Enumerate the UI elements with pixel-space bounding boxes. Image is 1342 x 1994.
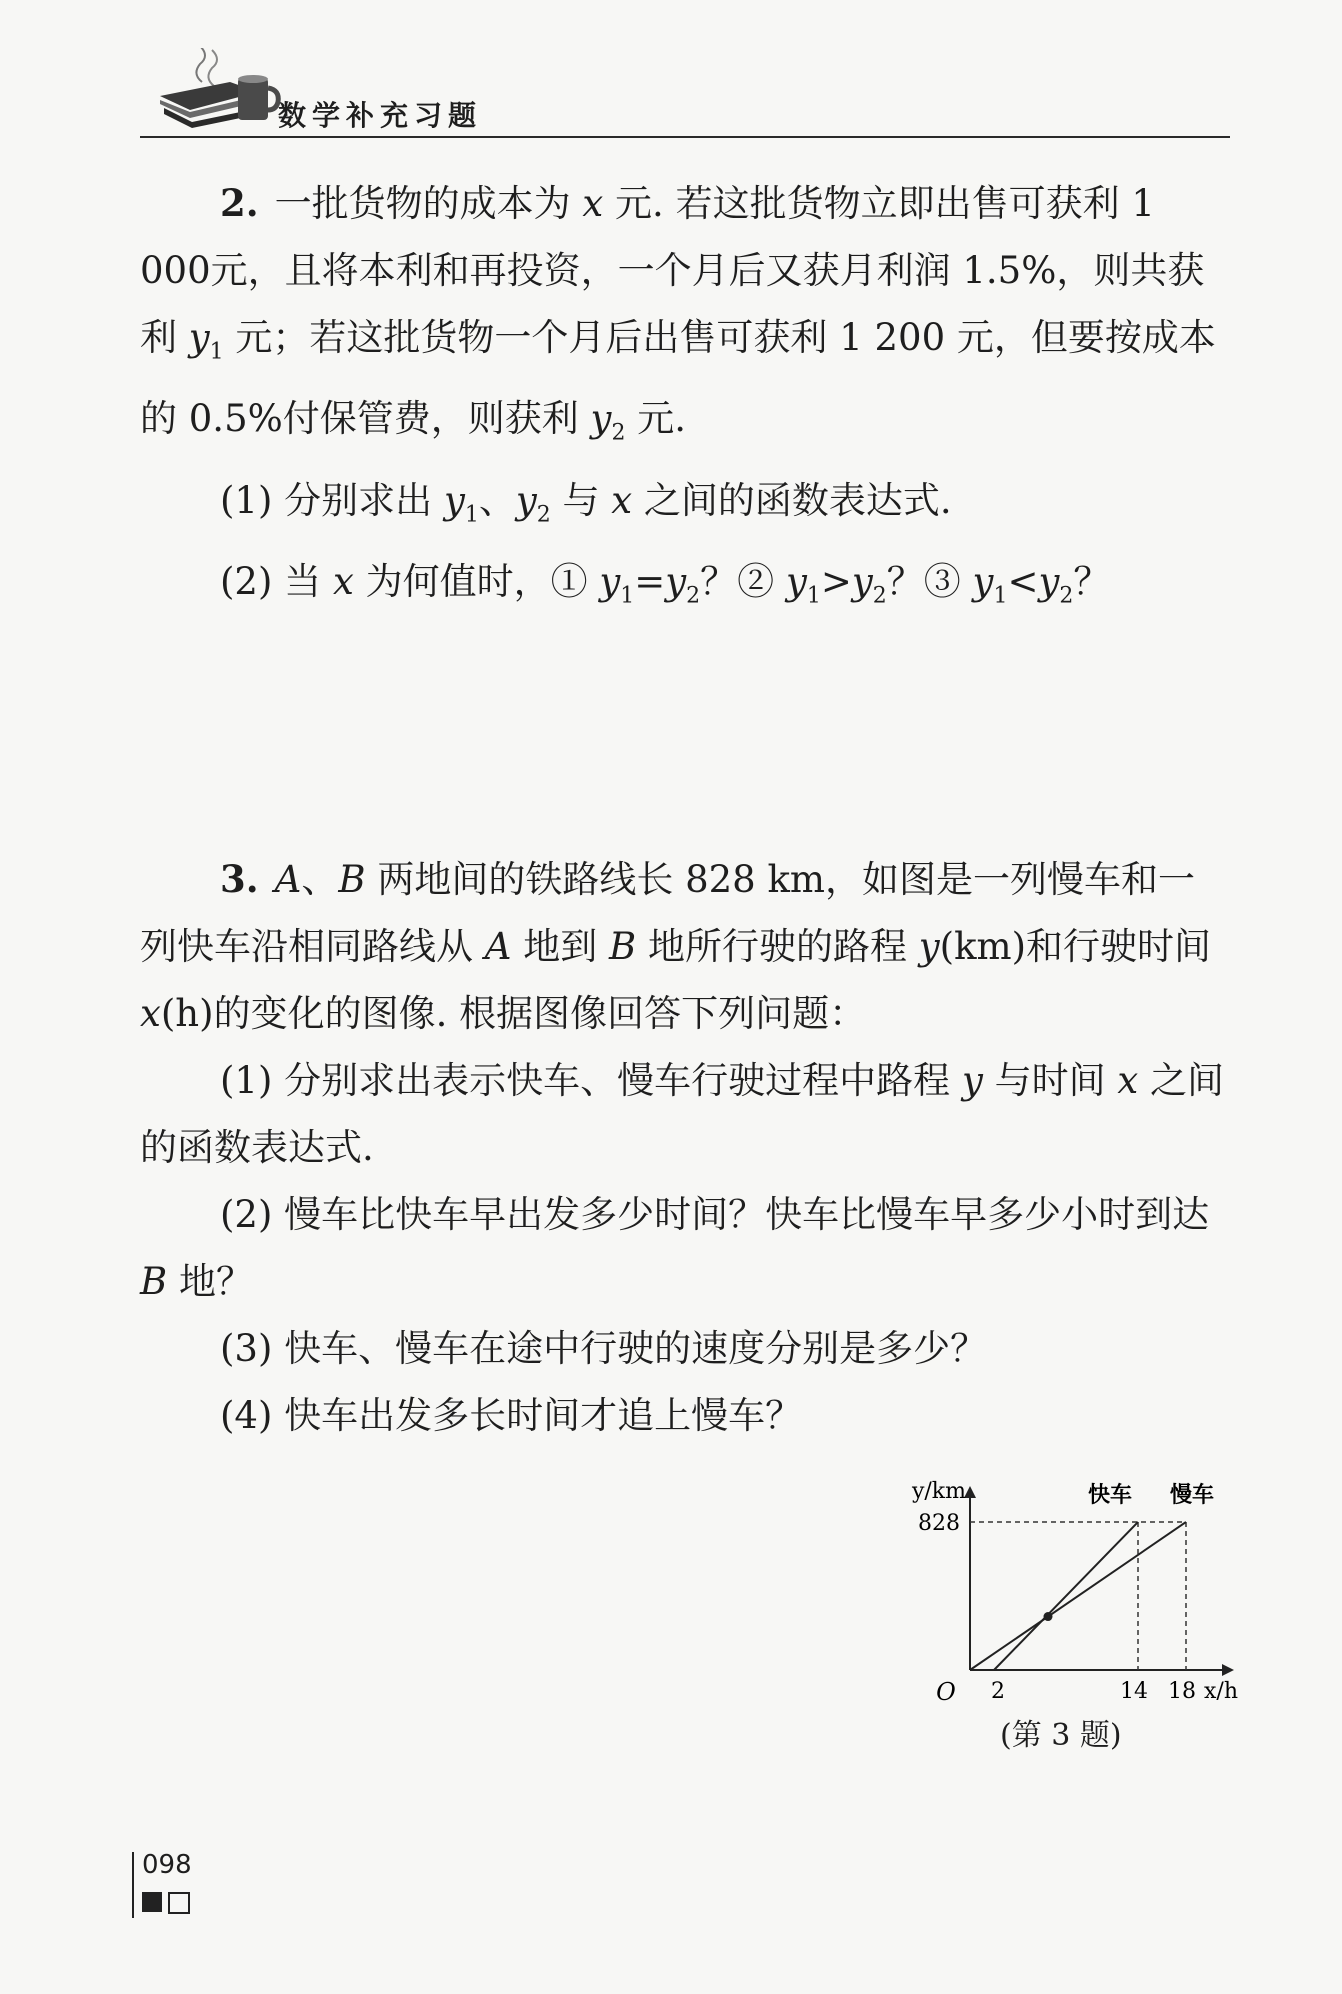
math-variable: y [961, 1059, 983, 1102]
graph-svg [900, 1480, 1240, 1710]
math-variable: y [188, 316, 210, 359]
text-segment: 两地间的铁路线长 828 km，如图是一列慢车和一列快车沿相同路线从 [140, 858, 1195, 968]
problem-3 [140, 846, 1230, 1449]
text-segment: 与时间 [982, 1059, 1118, 1102]
math-variable: x [332, 560, 354, 604]
y-axis-label: y/km [911, 1480, 966, 1504]
text-segment: (1) 分别求出表示快车、慢车行驶过程中路程 [220, 1059, 962, 1102]
text-segment: 、 [301, 858, 339, 901]
series-line-slow-train [970, 1522, 1186, 1670]
math-variable: y [1038, 560, 1060, 604]
figure-caption: (第 3 题) [1000, 1718, 1122, 1753]
empty-square-icon [168, 1892, 190, 1914]
math-subscript: 1 [620, 583, 635, 609]
math-subscript: 2 [1059, 583, 1074, 609]
series-line-fast-train [994, 1522, 1138, 1670]
text-segment: (km)和行驶时间 [939, 925, 1212, 968]
text-segment: 地到 [511, 925, 610, 968]
text-segment: (2) 慢车比快车早出发多少时间？快车比慢车早多少小时到达 [220, 1193, 1210, 1236]
math-subscript: 1 [209, 339, 224, 365]
header-divider [140, 136, 1230, 138]
text-segment: 与 [550, 478, 612, 522]
text-segment: 元. [625, 397, 686, 441]
text-segment: 之间的函数表达式. [632, 478, 952, 522]
math-subscript: 2 [611, 420, 626, 446]
problem-3-stem [140, 846, 1230, 1047]
book-title: 数学补充习题 [278, 99, 483, 132]
text-segment: (1) 分别求出 [220, 478, 444, 522]
problem-2-question-2 [140, 548, 1230, 629]
math-variable: y [972, 560, 994, 604]
math-variable: B [338, 858, 366, 901]
text-segment: (2) 当 [220, 560, 333, 604]
x-tick-14: 14 [1120, 1679, 1148, 1704]
text-segment: 元. 若这批货物立即出售可获利 1 000元，且将本利和再投资，一个月后又获月利润 1.5%，则共获利 [140, 182, 1205, 359]
text-segment: 为何值时，① [353, 560, 600, 604]
series-label-slow-train: 慢车 [1169, 1483, 1215, 1508]
math-variable: x [1117, 1059, 1139, 1102]
math-variable: x [582, 182, 604, 225]
math-variable: B [140, 1260, 168, 1303]
math-variable: A [484, 925, 512, 968]
text-segment: ？③ [886, 560, 973, 604]
text-segment: (h)的变化的图像. 根据图像回答下列问题： [160, 992, 867, 1035]
math-variable: x [140, 992, 161, 1035]
math-subscript: 1 [993, 583, 1008, 609]
text-segment: (4) 快车出发多长时间才追上慢车？ [220, 1394, 803, 1437]
text-segment: ？ [1073, 560, 1111, 604]
math-variable: y [665, 560, 687, 604]
x-axis-arrow [1222, 1664, 1234, 1676]
problem-3-question-2 [140, 1181, 1230, 1315]
text-segment: (3) 快车、慢车在途中行驶的速度分别是多少？ [220, 1327, 988, 1370]
problem-3-number: 3. [220, 857, 259, 901]
problem-3-question-1 [140, 1047, 1230, 1181]
math-variable: y [590, 397, 612, 441]
footer-bar [132, 1852, 134, 1918]
text-segment: > [820, 560, 852, 604]
y-tick-828: 828 [918, 1511, 960, 1536]
problem-2-question-1 [140, 467, 1230, 548]
problem-2 [140, 170, 1230, 630]
math-subscript: 1 [806, 583, 821, 609]
problem-3-question-4 [140, 1382, 1230, 1449]
text-segment: 元；若这批货物一个月后出售可获利 1 200 元，但要按成本的 0.5%付保管费，则获利 [140, 316, 1216, 441]
problem-3-question-3 [140, 1315, 1230, 1382]
math-subscript: 1 [464, 502, 479, 528]
math-subscript: 2 [536, 502, 551, 528]
math-variable: y [599, 560, 621, 604]
filled-square-icon [142, 1892, 162, 1912]
math-variable: y [851, 560, 873, 604]
text-segment: = [634, 560, 666, 604]
math-variable: B [609, 925, 637, 968]
text-segment: ？② [700, 560, 786, 604]
text-segment: 之间的函数表达式. [140, 1059, 1225, 1169]
intersection-point [1044, 1612, 1053, 1621]
problem-2-number: 2. [220, 181, 259, 225]
math-variable: A [274, 858, 302, 901]
math-subscript: 2 [872, 583, 887, 609]
text-segment: 、 [478, 478, 516, 522]
text-segment: 地所行驶的路程 [636, 925, 919, 968]
math-variable: y [515, 478, 537, 522]
series-label-fast-train: 快车 [1087, 1483, 1133, 1508]
math-variable: x [611, 478, 633, 522]
page-number: 098 [142, 1850, 192, 1880]
text-segment: < [1007, 560, 1039, 604]
math-variable: y [443, 478, 465, 522]
text-segment: 地？ [167, 1260, 253, 1303]
origin-label: O [936, 1678, 956, 1706]
text-segment: 一批货物的成本为 [274, 182, 583, 225]
math-variable: y [918, 925, 940, 968]
math-subscript: 2 [686, 583, 701, 609]
page-header [140, 40, 1230, 136]
x-axis-label: x/h [1204, 1679, 1238, 1704]
math-variable: y [785, 560, 807, 604]
problem-2-stem [140, 170, 1230, 467]
x-tick-18: 18 [1168, 1679, 1196, 1704]
x-tick-2: 2 [991, 1679, 1005, 1704]
